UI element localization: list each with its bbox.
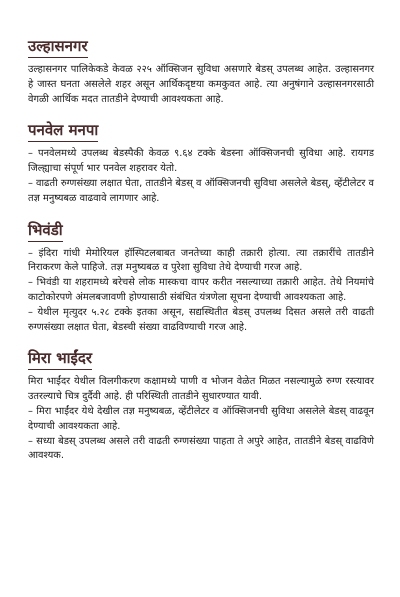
bullet-item: – सध्या बेडस् उपलब्ध असले तरी वाढती रुग्णसंख्या पाहता ते अपुरे आहेत, तातडीने बेडस् वाढविणे आवश्यक. <box>28 435 374 462</box>
bullet-item: – येथील मृत्युदर ५.२८ टक्के इतका असून, सद्यस्थितीत बेडस् उपलब्ध दिसत असले तरी वाढती रुग्णसंख्या लक्षात घेता, बेडस्ची संख्या वाढविण्याची गरज आहे. <box>28 306 374 333</box>
section-mira-bhayandar <box>28 348 374 464</box>
bullet-item: – पनवेलमध्ये उपलब्ध बेडस्पैकी केवळ ९.६४ टक्के बेडस्ना ऑक्सिजनची सुविधा आहे. रायगड जिल्ह्याचा संपूर्ण भार पनवेल शहरावर येतो. <box>28 148 374 175</box>
section-paragraph: उल्हासनगर पालिकेकडे केवळ २२५ ऑक्सिजन सुविधा असणारे बेडस् उपलब्ध आहेत. उल्हासनगर हे जास्त घनता असलेले शहर असून आर्थिकदृष्टया कमकुवत आहे. त्या अनुषंगाने उल्हासनगरसाठी वेगळी आर्थिक मदत तातडीने देण्याची आवश्यकता आहे. <box>28 64 374 105</box>
section-heading: मिरा भाईंदर <box>28 349 92 370</box>
section-panvel <box>28 120 374 206</box>
bullet-item: – वाढती रुग्णसंख्या लक्षात घेता, तातडीने बेडस् व ऑक्सिजनची सुविधा असलेले बेडस्, व्हेंटीलेटर व तज्ञ मनुष्यबळ वाढवावे लागणार आहे. <box>28 177 374 204</box>
bullet-item: – इंदिरा गांधी मेमोरियल हॉस्पिटलबाबत जनतेच्या काही तक्रारी होत्या. त्या तक्रारींचे तातडीने निराकरण केले पाहिजे. तज्ञ मनुष्यबळ व पुरेशा सुविधा तेथे देण्याची गरज आहे. <box>28 247 374 274</box>
section-heading: पनवेल मनपा <box>28 121 98 142</box>
bullet-item: – भिवंडी या शहरामध्ये बरेचसे लोक मास्कचा वापर करीत नसल्याच्या तक्रारी आहेत. तेथे नियमांचे काटोकोरपणे अंमलबजावणी होण्यासाठी संबंधित यंत्रणेला सूचना देण्याची आवश्यकता आहे. <box>28 277 374 303</box>
section-heading: भिवंडी <box>28 221 63 242</box>
document-page <box>28 36 374 477</box>
section-ulhasnagar <box>28 36 374 107</box>
section-bhiwandi <box>28 220 374 336</box>
bullet-item: मिरा भाईंदर येथील विलगीकरण कक्षामध्ये पाणी व भोजन वेळेत मिळत नसल्यामुळे रुग्ण रस्त्यावर उतरल्याचे चित्र दुर्दैवी आहे. ही परिस्थिती तातडीने सुधारण्यात यावी. <box>28 376 374 403</box>
bullet-item: – मिरा भाईंदर येथे देखील तज्ञ मनुष्यबळ, व्हेंटीलेटर व ऑक्सिजनची सुविधा असलेले बेडस् वाढवून देण्याची आवश्यकता आहे. <box>28 405 374 432</box>
section-heading: उल्हासनगर <box>28 37 88 58</box>
